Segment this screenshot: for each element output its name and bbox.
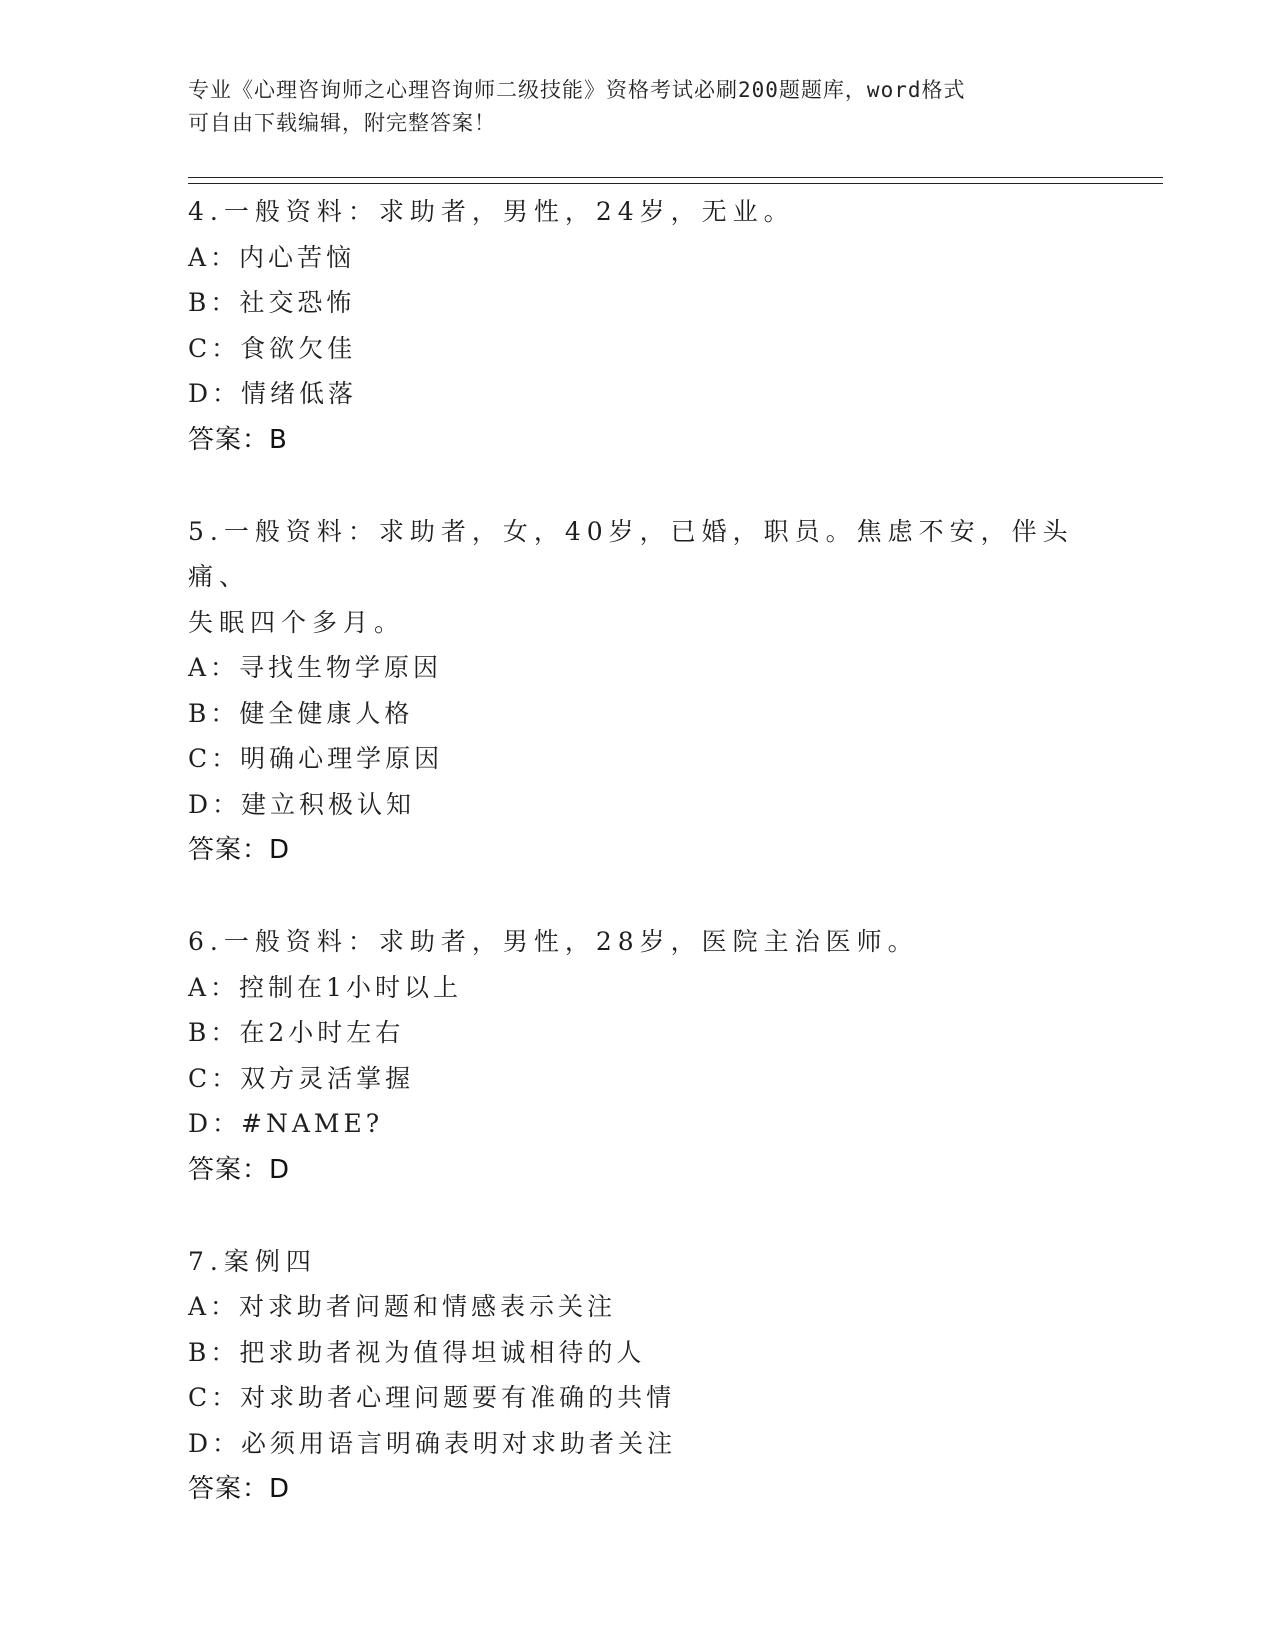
question-spacer xyxy=(188,463,1128,509)
answer-line: 答案：D xyxy=(188,1154,291,1185)
header-divider-bottom xyxy=(188,183,1163,184)
option-b: B：健全健康人格 xyxy=(188,698,414,728)
question-list xyxy=(188,189,1128,1512)
question-item xyxy=(188,1239,1128,1513)
option-a: A：控制在1小时以上 xyxy=(188,972,462,1002)
answer-line: 答案：D xyxy=(188,835,291,865)
header-line-2: 可自由下载编辑，附完整答案！ xyxy=(188,111,496,135)
question-stem: 5.一般资料：求助者，女，40岁，已婚，职员。焦虑不安，伴头痛、 xyxy=(188,516,1074,591)
option-d: D：建立积极认知 xyxy=(188,789,416,819)
option-b: B：社交恐怖 xyxy=(188,288,356,317)
option-d: D：必须用语言明确表明对求助者关注 xyxy=(188,1428,677,1458)
option-d: D：情绪低落 xyxy=(188,379,358,408)
option-c: C：对求助者心理问题要有准确的共情 xyxy=(188,1383,676,1412)
question-item xyxy=(188,189,1128,463)
answer-line: 答案：B xyxy=(188,424,288,455)
option-a: A：寻找生物学原因 xyxy=(188,653,443,682)
option-a: A：对求助者问题和情感表示关注 xyxy=(188,1292,617,1321)
question-stem-continuation: 失眠四个多月。 xyxy=(188,607,406,637)
document-header xyxy=(188,74,1088,140)
question-stem: 7.案例四 xyxy=(188,1246,317,1276)
option-b: B：把求助者视为值得坦诚相待的人 xyxy=(188,1337,646,1367)
question-stem: 6.一般资料：求助者，男性，28岁，医院主治医师。 xyxy=(188,927,919,956)
option-c: C：双方灵活掌握 xyxy=(188,1063,415,1093)
option-a: A：内心苦恼 xyxy=(188,242,356,272)
header-line-1: 专业《心理咨询师之心理咨询师二级技能》资格考试必刷200题题库，word格式 xyxy=(188,78,966,102)
question-item xyxy=(188,919,1128,1193)
answer-line: 答案：D xyxy=(188,1474,291,1504)
question-item xyxy=(188,509,1128,874)
question-spacer xyxy=(188,1193,1128,1239)
option-c: C：食欲欠佳 xyxy=(188,333,357,363)
question-spacer xyxy=(188,873,1128,919)
option-c: C：明确心理学原因 xyxy=(188,744,444,773)
option-d: D：#NAME? xyxy=(188,1109,384,1138)
question-stem: 4.一般资料：求助者，男性，24岁，无业。 xyxy=(188,197,795,226)
header-divider-top xyxy=(188,177,1163,178)
option-b: B：在2小时左右 xyxy=(188,1018,405,1047)
